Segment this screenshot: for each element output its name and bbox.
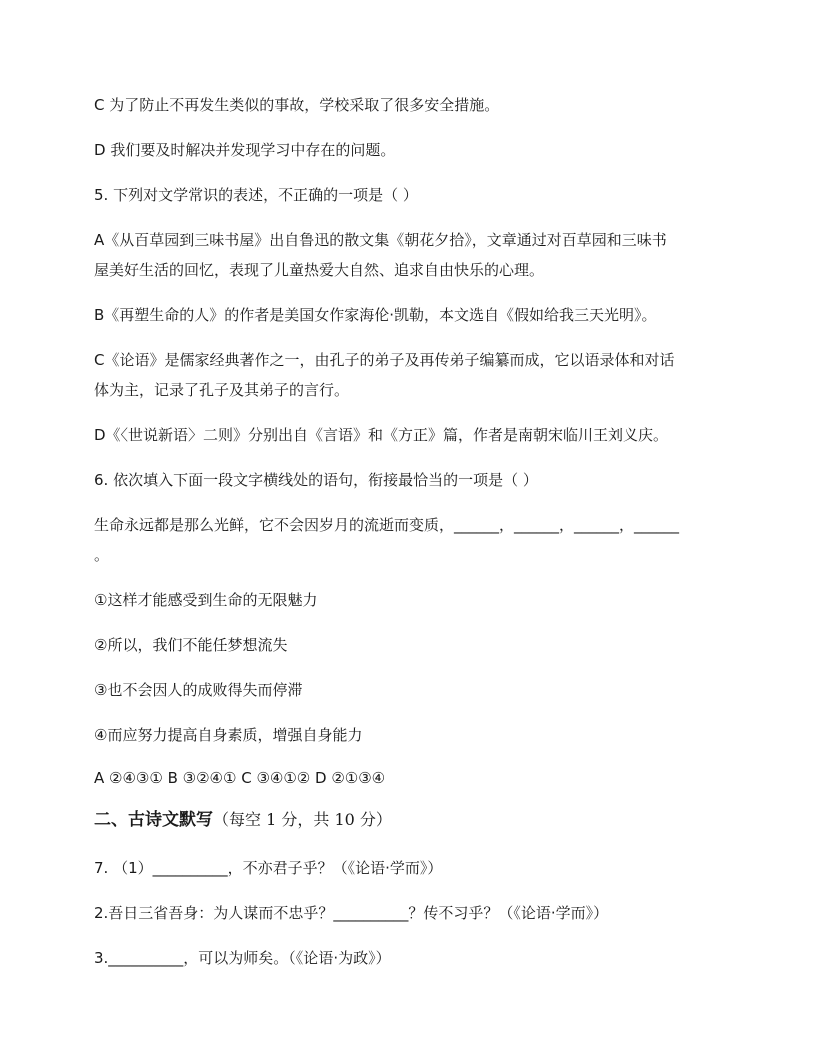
q5-option-c-line2: 体为主，记录了孔子及其弟子的言行。	[94, 381, 350, 399]
q6-sentence-2: ②所以，我们不能任梦想流失	[94, 636, 288, 654]
q6-passage-line1: 生命永远都是那么光鲜，它不会因岁月的流逝而变质，______，______，______，______	[94, 516, 680, 534]
question-7-3: 3.__________，可以为师矣。（《论语·为政》）	[94, 949, 391, 967]
q5-option-b: B《再塑生命的人》的作者是美国女作家海伦·凯勒，本文选自《假如给我三天光明》。	[94, 306, 657, 324]
question-5: 5. 下列对文学常识的表述，不正确的一项是（ ）	[94, 186, 418, 204]
q6-sentence-3: ③也不会因人的成败得失而停滞	[94, 681, 303, 699]
question-7-1: 7. （1）__________，不亦君子乎？（《论语·学而》）	[94, 859, 443, 877]
q4-option-d: D 我们要及时解决并发现学习中存在的问题。	[94, 141, 396, 159]
q5-option-a-line2: 屋美好生活的回忆，表现了儿童热爱大自然、追求自由快乐的心理。	[94, 261, 545, 279]
q6-sentence-1: ①这样才能感受到生命的无限魅力	[94, 591, 318, 609]
q4-option-c: C 为了防止不再发生类似的事故，学校采取了很多安全措施。	[94, 96, 500, 114]
q6-answer-choices: A ②④③① B ③②④① C ③④①② D ②①③④	[94, 769, 386, 787]
section-2-heading	[94, 805, 724, 835]
question-7-2: 2.吾日三省吾身：为人谋而不忠乎？__________？传不习乎？（《论语·学而》）	[94, 904, 609, 922]
question-6: 6. 依次填入下面一段文字横线处的语句，衔接最恰当的一项是（ ）	[94, 471, 538, 489]
q5-option-a-line1: A《从百草园到三味书屋》出自鲁迅的散文集《朝花夕拾》，文章通过对百草园和三味书	[94, 231, 667, 249]
q6-passage-line2: 。	[94, 546, 110, 564]
q6-sentence-4: ④而应努力提高自身素质，增强自身能力	[94, 726, 363, 744]
q5-option-d: D《〈世说新语〉二则》分别出自《言语》和《方正》篇，作者是南朝宋临川王刘义庆。	[94, 426, 669, 444]
section-2-title: 二、古诗文默写	[94, 810, 213, 830]
section-2-scoring: （每空 1 分，共 10 分）	[213, 810, 392, 829]
q5-option-c-line1: C《论语》是儒家经典著作之一，由孔子的弟子及再传弟子编纂而成，它以语录体和对话	[94, 351, 675, 369]
